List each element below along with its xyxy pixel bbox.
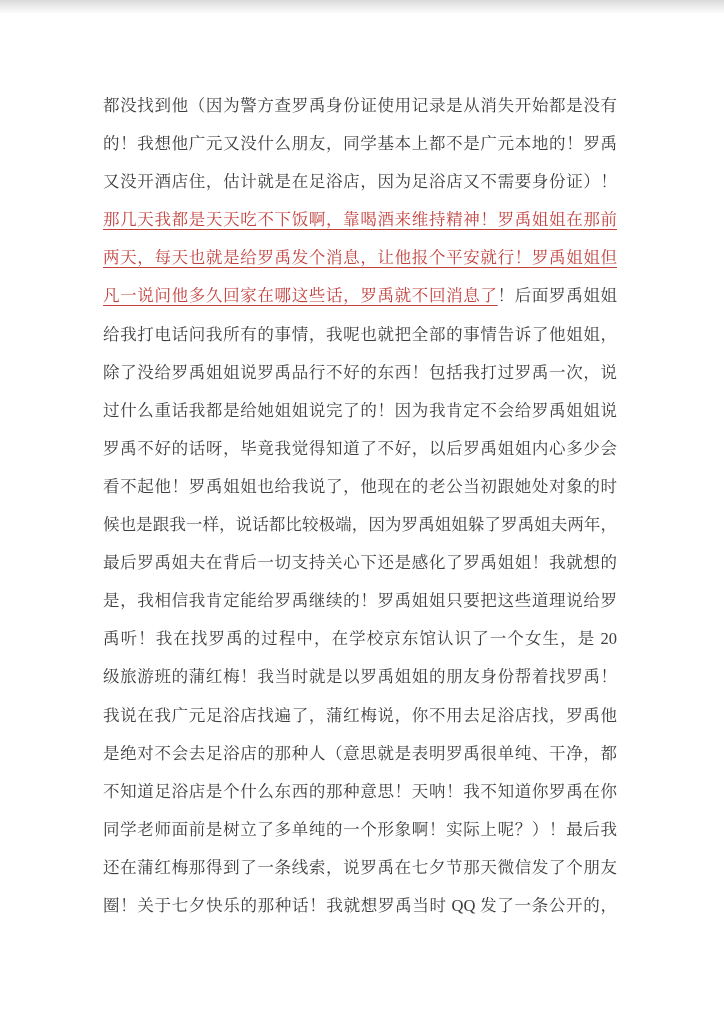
text-line bbox=[103, 735, 617, 773]
text-line bbox=[103, 239, 617, 277]
text-line bbox=[103, 506, 617, 544]
highlighted-text-segment: 两天，每天也就是给罗禹发个消息，让他报个平安就行！罗禹姐姐但 bbox=[103, 248, 617, 268]
highlighted-text-segment: 凡一说问他多久回家在哪这些话，罗禹就不回消息了 bbox=[103, 286, 498, 306]
text-segment: 除了没给罗禹姐姐说罗禹品行不好的东西！包括我打过罗禹一次，说 bbox=[103, 362, 617, 382]
text-line bbox=[103, 430, 617, 468]
text-segment: 不知道足浴店是个什么东西的那种意思！天呐！我不知道你罗禹在你 bbox=[103, 781, 617, 801]
text-line bbox=[103, 544, 617, 582]
text-segment: 罗禹不好的话呀，毕竟我觉得知道了不好，以后罗禹姐姐内心多少会 bbox=[103, 438, 617, 458]
text-line bbox=[103, 582, 617, 620]
text-line bbox=[103, 354, 617, 392]
text-line bbox=[103, 163, 617, 201]
text-segment: 给我打电话问我所有的事情，我呢也就把全部的事情告诉了他姐姐， bbox=[103, 324, 617, 344]
text-segment: 还在蒲红梅那得到了一条线索，说罗禹在七夕节那天微信发了个朋友 bbox=[103, 857, 617, 877]
text-segment: 圈！关于七夕快乐的那种话！我就想罗禹当时 QQ 发了一条公开的， bbox=[103, 895, 617, 915]
text-line bbox=[103, 201, 617, 239]
text-segment: 是，我相信我肯定能给罗禹继续的！罗禹姐姐只要把这些道理说给罗 bbox=[103, 591, 617, 611]
text-line bbox=[103, 773, 617, 811]
text-line bbox=[103, 849, 617, 887]
page-top-edge bbox=[0, 0, 724, 14]
text-segment: 是绝对不会去足浴店的那种人（意思就是表明罗禹很单纯、干净，都 bbox=[103, 743, 617, 763]
text-line bbox=[103, 887, 617, 925]
text-segment: 过什么重话我都是给她姐姐说完了的！因为我肯定不会给罗禹姐姐说 bbox=[103, 400, 617, 420]
text-segment: 候也是跟我一样，说话都比较极端，因为罗禹姐姐躲了罗禹姐夫两年， bbox=[103, 515, 617, 535]
text-segment: 都没找到他（因为警方查罗禹身份证使用记录是从消失开始都是没有 bbox=[103, 96, 617, 115]
text-line bbox=[103, 811, 617, 849]
text-segment: 禹听！我在找罗禹的过程中，在学校京东馆认识了一个女生，是 20 bbox=[103, 629, 617, 649]
text-segment: 又没开酒店住，估计就是在足浴店，因为足浴店又不需要身份证）！ bbox=[103, 172, 617, 192]
text-segment: 我说在我广元足浴店找遍了，蒲红梅说，你不用去足浴店找，罗禹他 bbox=[103, 705, 617, 725]
text-segment: 最后罗禹姐夫在背后一切支持关心下还是感化了罗禹姐姐！我就想的 bbox=[103, 553, 617, 573]
text-segment: 级旅游班的蒲红梅！我当时就是以罗禹姐姐的朋友身份帮着找罗禹！ bbox=[103, 667, 617, 687]
text-line bbox=[103, 277, 617, 315]
text-line bbox=[103, 658, 617, 696]
text-line bbox=[103, 697, 617, 735]
text-line bbox=[103, 468, 617, 506]
text-line bbox=[103, 620, 617, 658]
highlighted-text-segment: 那几天我都是天天吃不下饭啊，靠喝酒来维持精神！罗禹姐姐在那前 bbox=[103, 210, 617, 230]
text-line bbox=[103, 125, 617, 163]
text-line bbox=[103, 87, 617, 125]
document-body bbox=[103, 87, 617, 925]
text-line bbox=[103, 316, 617, 354]
text-segment: 同学老师面前是树立了多单纯的一个形象啊！实际上呢？）！最后我 bbox=[103, 819, 617, 839]
text-segment: ！后面罗禹姐姐 bbox=[497, 286, 618, 306]
text-segment: 的！我想他广元又没什么朋友，同学基本上都不是广元本地的！罗禹 bbox=[103, 134, 617, 154]
text-line bbox=[103, 392, 617, 430]
text-segment: 看不起他！罗禹姐姐也给我说了，他现在的老公当初跟她处对象的时 bbox=[103, 476, 617, 496]
